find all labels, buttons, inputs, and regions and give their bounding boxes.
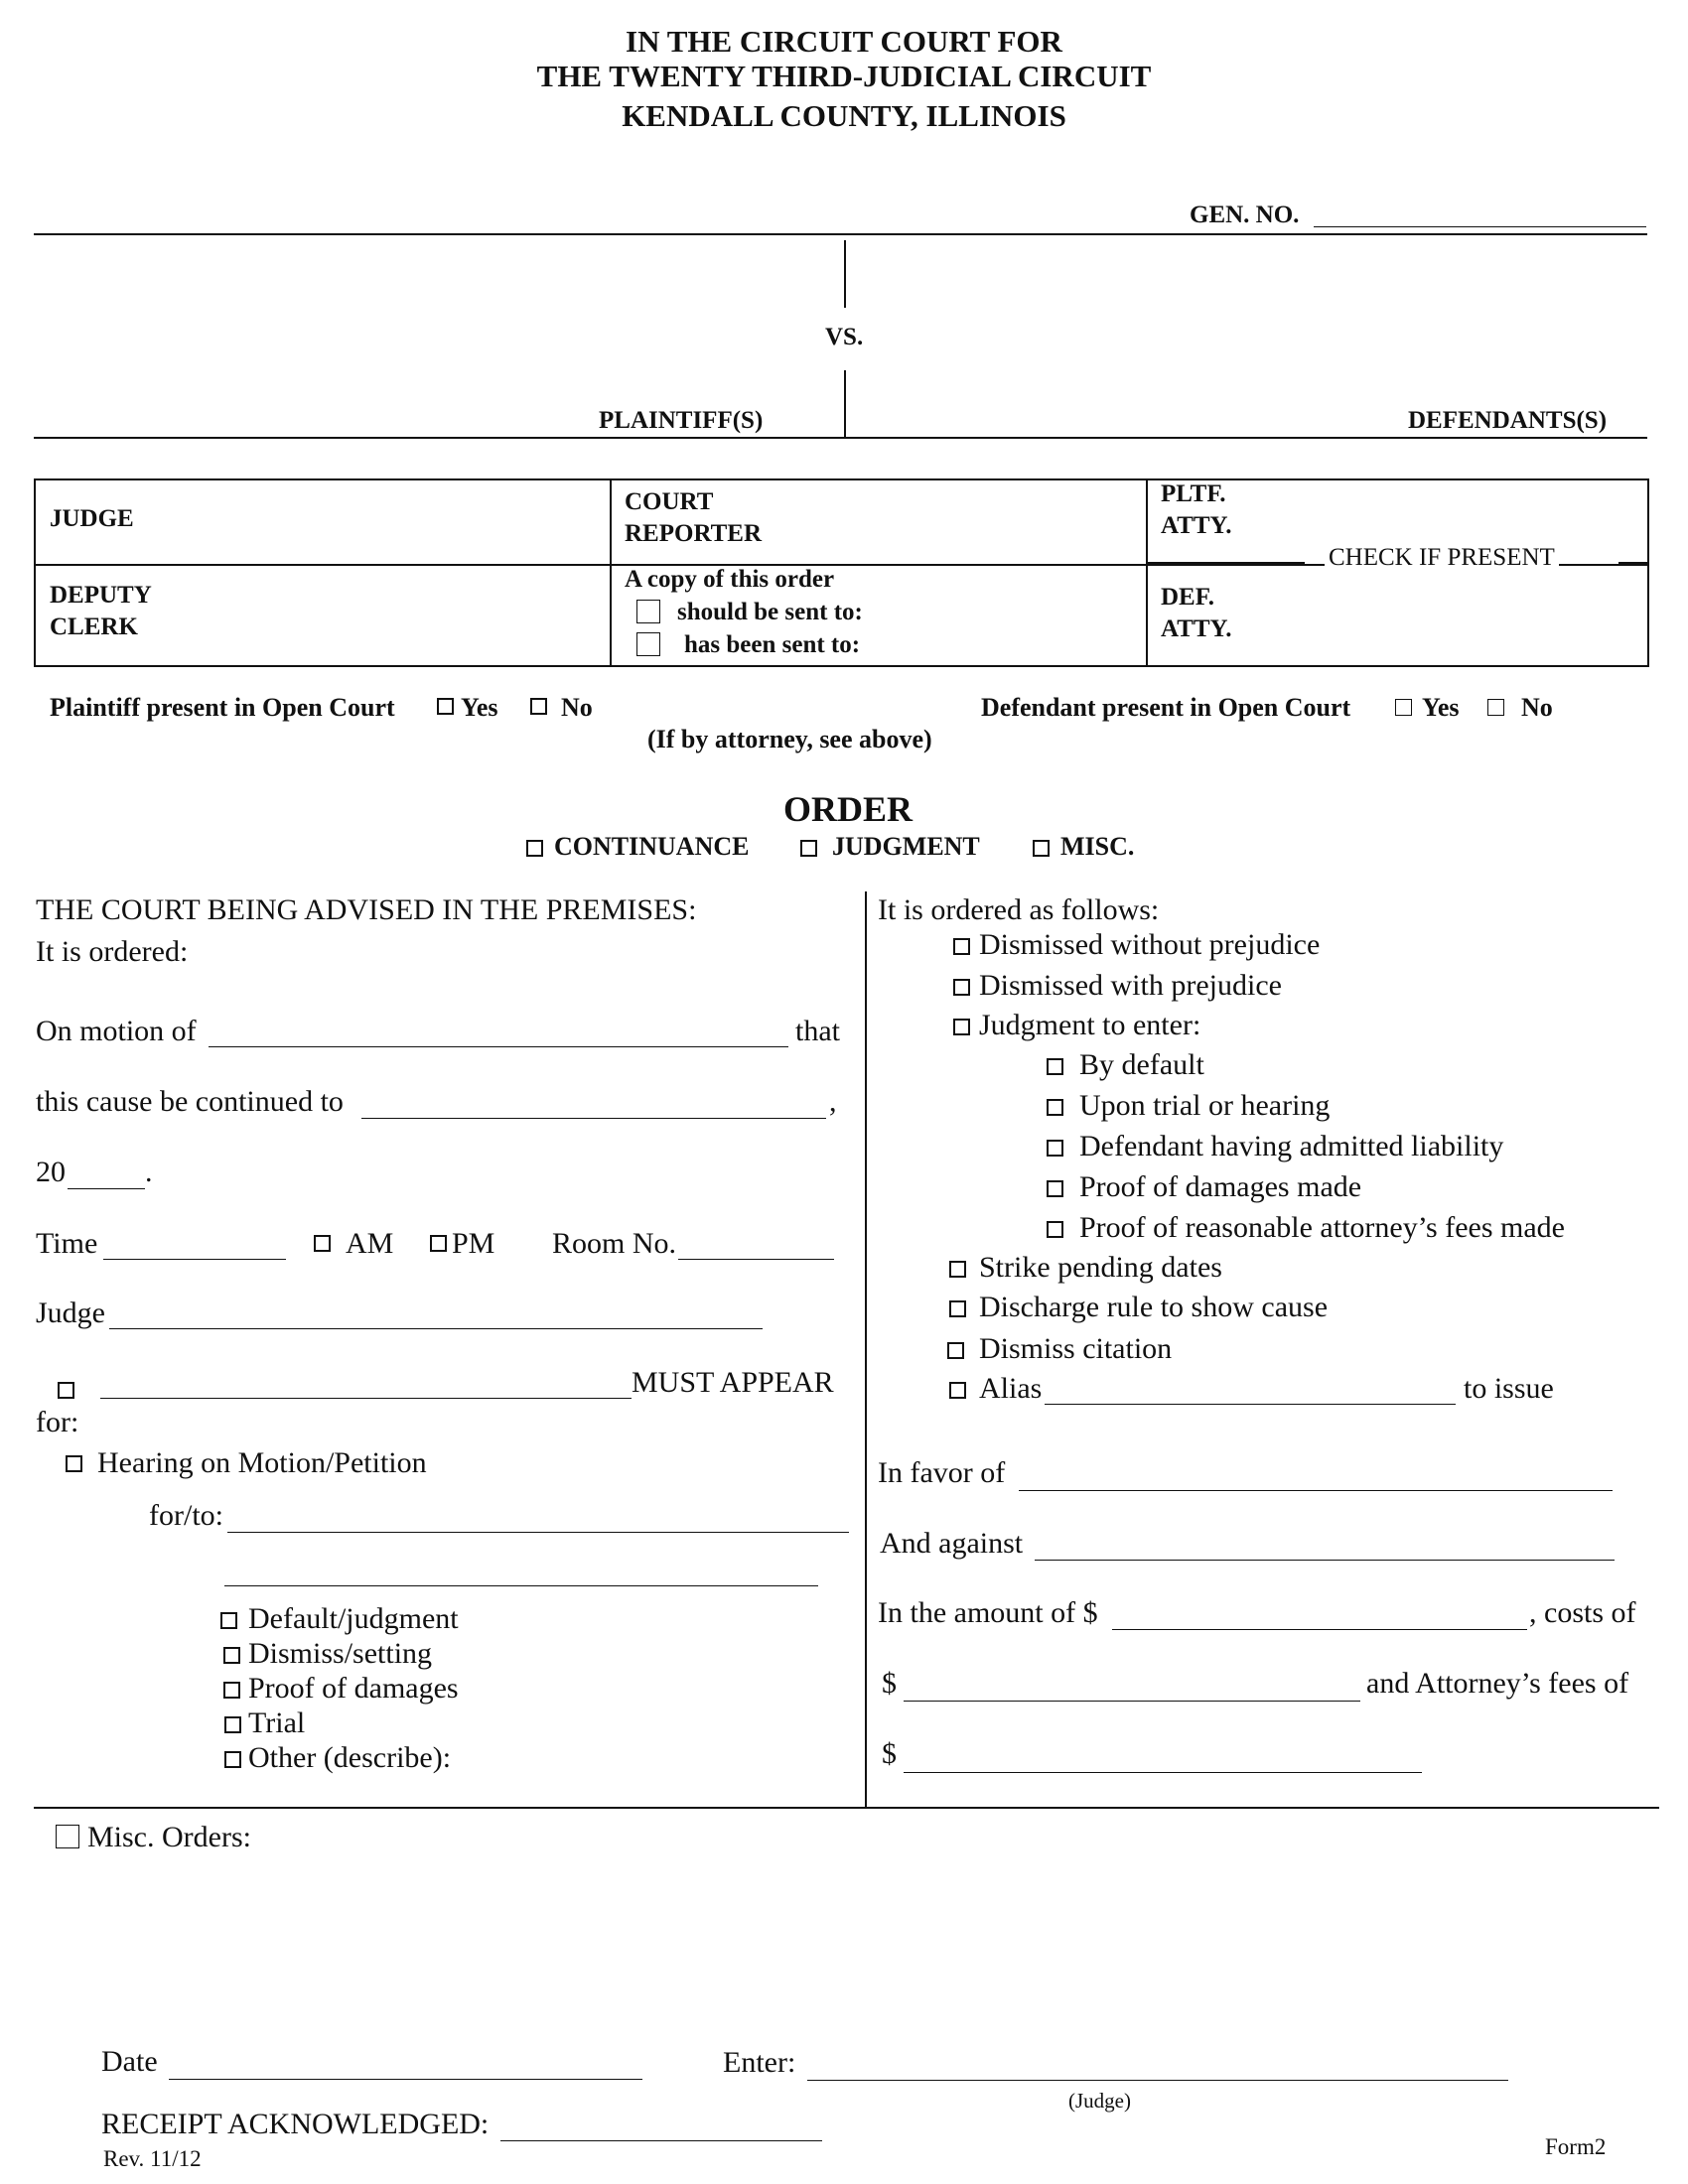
deputy-label: DEPUTY [50,582,152,609]
defendant-yes-checkbox[interactable] [1395,699,1412,716]
continued-to-label: this cause be continued to [36,1085,344,1118]
deputy-clerk-cell[interactable] [35,565,611,666]
dismiss-citation-label: Dismiss citation [979,1332,1173,1365]
judge-label: JUDGE [50,505,134,532]
admitted-liability-label: Defendant having admitted liability [1079,1130,1504,1162]
amount-field[interactable] [1112,1629,1527,1630]
by-default-label: By default [1079,1048,1204,1081]
on-motion-field[interactable] [209,1046,788,1047]
court-title-line-3: KENDALL COUNTY, ILLINOIS [622,98,1066,133]
hearing-checkbox[interactable] [66,1455,82,1472]
for-to-field[interactable] [227,1532,849,1533]
year-prefix: 20 [36,1156,66,1188]
defendant-present-label: Defendant present in Open Court [981,693,1351,722]
time-label: Time [36,1227,98,1260]
defendant-no-checkbox[interactable] [1487,699,1504,716]
continuance-label: CONTINUANCE [554,832,750,861]
alias-label: Alias [979,1372,1043,1405]
dismissed-with-label: Dismissed with prejudice [979,969,1282,1002]
continuance-checkbox[interactable] [526,840,543,857]
other-describe-label: Other (describe): [248,1741,452,1774]
strike-dates-label: Strike pending dates [979,1251,1222,1284]
section-bottom-rule [34,1807,1659,1809]
plaintiff-present-label: Plaintiff present in Open Court [50,693,395,722]
attorney-fees-field[interactable] [904,1772,1422,1773]
court-reporter-cell[interactable] [611,479,1147,565]
has-been-sent-label: has been sent to: [684,631,861,658]
dismiss-setting-checkbox[interactable] [223,1647,240,1664]
upon-trial-checkbox[interactable] [1047,1099,1063,1116]
and-against-label: And against [880,1527,1024,1560]
has-been-sent-checkbox[interactable] [636,632,660,656]
court-info-table [34,478,1649,667]
must-appear-checkbox[interactable] [58,1382,74,1399]
court-advised-text: THE COURT BEING ADVISED IN THE PREMISES: [36,893,697,926]
defendant-yes-label: Yes [1422,693,1460,722]
copy-order-cell [611,565,1147,666]
admitted-liability-checkbox[interactable] [1047,1140,1063,1157]
court-label: COURT [625,488,714,515]
vs-label: VS. [825,324,864,350]
for-to-label: for/to: [149,1499,223,1532]
costs-of-label: , costs of [1529,1596,1636,1629]
attorney-note: (If by attorney, see above) [647,725,932,753]
costs-field[interactable] [904,1701,1360,1702]
dismissed-with-checkbox[interactable] [953,979,970,996]
reporter-label: REPORTER [625,520,763,547]
plaintiff-no-label: No [561,693,593,722]
default-judgment-checkbox[interactable] [220,1612,237,1629]
dismissed-without-checkbox[interactable] [953,938,970,955]
upon-trial-label: Upon trial or hearing [1079,1089,1331,1122]
discharge-rule-checkbox[interactable] [949,1300,966,1317]
judge-line-label: Judge [36,1297,105,1329]
must-appear-label: MUST APPEAR [632,1366,834,1399]
enter-label: Enter: [723,2046,796,2079]
pltf-label: PLTF. [1161,480,1226,507]
column-divider [865,891,867,1807]
other-describe-checkbox[interactable] [224,1751,241,1768]
judgment-checkbox[interactable] [800,840,817,857]
check-present-rule-right [1618,562,1647,564]
year-period: . [145,1156,153,1188]
am-label: AM [346,1227,394,1260]
defendant-attorney-cell[interactable] [1147,565,1648,666]
plaintiff-yes-label: Yes [461,693,498,722]
pltf-atty-label: ATTY. [1161,512,1232,539]
court-title-line-2: THE TWENTY THIRD-JUDICIAL CIRCUIT [536,59,1152,93]
must-appear-field[interactable] [100,1398,632,1399]
alias-field[interactable] [1045,1404,1456,1405]
clerk-label: CLERK [50,614,138,640]
proof-of-damages-checkbox[interactable] [223,1682,240,1699]
form-number: Form2 [1545,2134,1607,2159]
default-judgment-label: Default/judgment [248,1602,459,1635]
trial-checkbox[interactable] [224,1716,241,1733]
attorney-fees-label: and Attorney’s fees of [1366,1667,1629,1700]
judge-cell[interactable] [35,479,611,565]
date-label: Date [101,2045,158,2078]
proof-damages-made-checkbox[interactable] [1047,1180,1063,1197]
proof-damages-made-label: Proof of damages made [1079,1170,1362,1203]
and-against-field[interactable] [1035,1560,1615,1561]
dismissed-without-label: Dismissed without prejudice [979,928,1321,961]
check-present-rule-left [1148,562,1305,564]
date-field[interactable] [169,2079,642,2080]
check-if-present-label: CHECK IF PRESENT [1325,544,1559,572]
plaintiff-no-checkbox[interactable] [530,698,547,715]
revision-label: Rev. 11/12 [103,2146,202,2171]
fees-dollar: $ [882,1737,897,1770]
court-title-line-1: IN THE CIRCUIT COURT FOR [626,24,1062,59]
copy-order-label: A copy of this order [625,566,835,593]
caption-divider-upper [844,240,846,308]
judge-field[interactable] [109,1328,763,1329]
room-no-field[interactable] [678,1259,834,1260]
discharge-rule-label: Discharge rule to show cause [979,1291,1329,1323]
gen-no-field[interactable] [1314,226,1646,227]
amount-label: In the amount of $ [878,1596,1098,1629]
costs-dollar: $ [882,1667,897,1700]
room-no-label: Room No. [552,1227,677,1260]
def-label: DEF. [1161,584,1214,611]
in-favor-of-label: In favor of [878,1456,1006,1489]
proof-of-damages-label: Proof of damages [248,1672,459,1705]
order-title: ORDER [782,789,913,829]
attorney-fees-made-checkbox[interactable] [1047,1221,1063,1238]
dismiss-setting-label: Dismiss/setting [248,1637,433,1670]
judgment-to-enter-label: Judgment to enter: [979,1009,1201,1041]
plaintiff-yes-checkbox[interactable] [437,698,454,715]
time-field[interactable] [103,1259,286,1260]
receipt-label: RECEIPT ACKNOWLEDGED: [101,2108,490,2140]
by-default-checkbox[interactable] [1047,1058,1063,1075]
should-be-sent-checkbox[interactable] [636,600,660,623]
gen-no-label: GEN. NO. [1190,202,1300,228]
continued-comma: , [829,1085,837,1118]
defendant-label: DEFENDANTS(S) [1408,407,1608,434]
that-label: that [795,1015,840,1047]
on-motion-label: On motion of [36,1015,197,1047]
am-checkbox[interactable] [314,1235,331,1252]
year-field[interactable] [68,1188,145,1189]
strike-dates-checkbox[interactable] [949,1261,966,1278]
misc-checkbox[interactable] [1033,840,1050,857]
attorney-fees-made-label: Proof of reasonable attorney’s fees made [1079,1211,1565,1244]
it-is-ordered-text: It is ordered: [36,935,189,968]
alias-checkbox[interactable] [949,1382,966,1399]
misc-orders-label: Misc. Orders: [87,1821,251,1853]
defendant-no-label: No [1521,693,1553,722]
pm-label: PM [452,1227,495,1260]
judgment-to-enter-checkbox[interactable] [953,1019,970,1035]
plaintiff-label: PLAINTIFF(S) [599,407,764,434]
hearing-label: Hearing on Motion/Petition [97,1446,427,1479]
receipt-field[interactable] [500,2140,822,2141]
def-atty-label: ATTY. [1161,615,1232,642]
dismiss-citation-checkbox[interactable] [947,1342,964,1359]
misc-orders-checkbox[interactable] [56,1825,79,1848]
in-favor-of-field[interactable] [1019,1490,1613,1491]
pm-checkbox[interactable] [430,1235,447,1252]
for-to-field-2[interactable] [224,1585,818,1586]
continued-to-field[interactable] [361,1118,826,1119]
misc-label: MISC. [1060,832,1135,861]
judgment-label: JUDGMENT [832,832,980,861]
judge-signature-field[interactable] [807,2080,1508,2081]
judge-caption: (Judge) [1068,2089,1131,2113]
should-be-sent-label: should be sent to: [677,599,863,625]
caption-bottom-rule [34,437,1647,439]
caption-divider-lower [844,370,846,438]
ordered-follows-text: It is ordered as follows: [878,893,1160,926]
for-label: for: [36,1406,79,1438]
trial-label: Trial [248,1706,306,1739]
to-issue-label: to issue [1464,1372,1554,1405]
caption-top-rule [34,233,1647,235]
